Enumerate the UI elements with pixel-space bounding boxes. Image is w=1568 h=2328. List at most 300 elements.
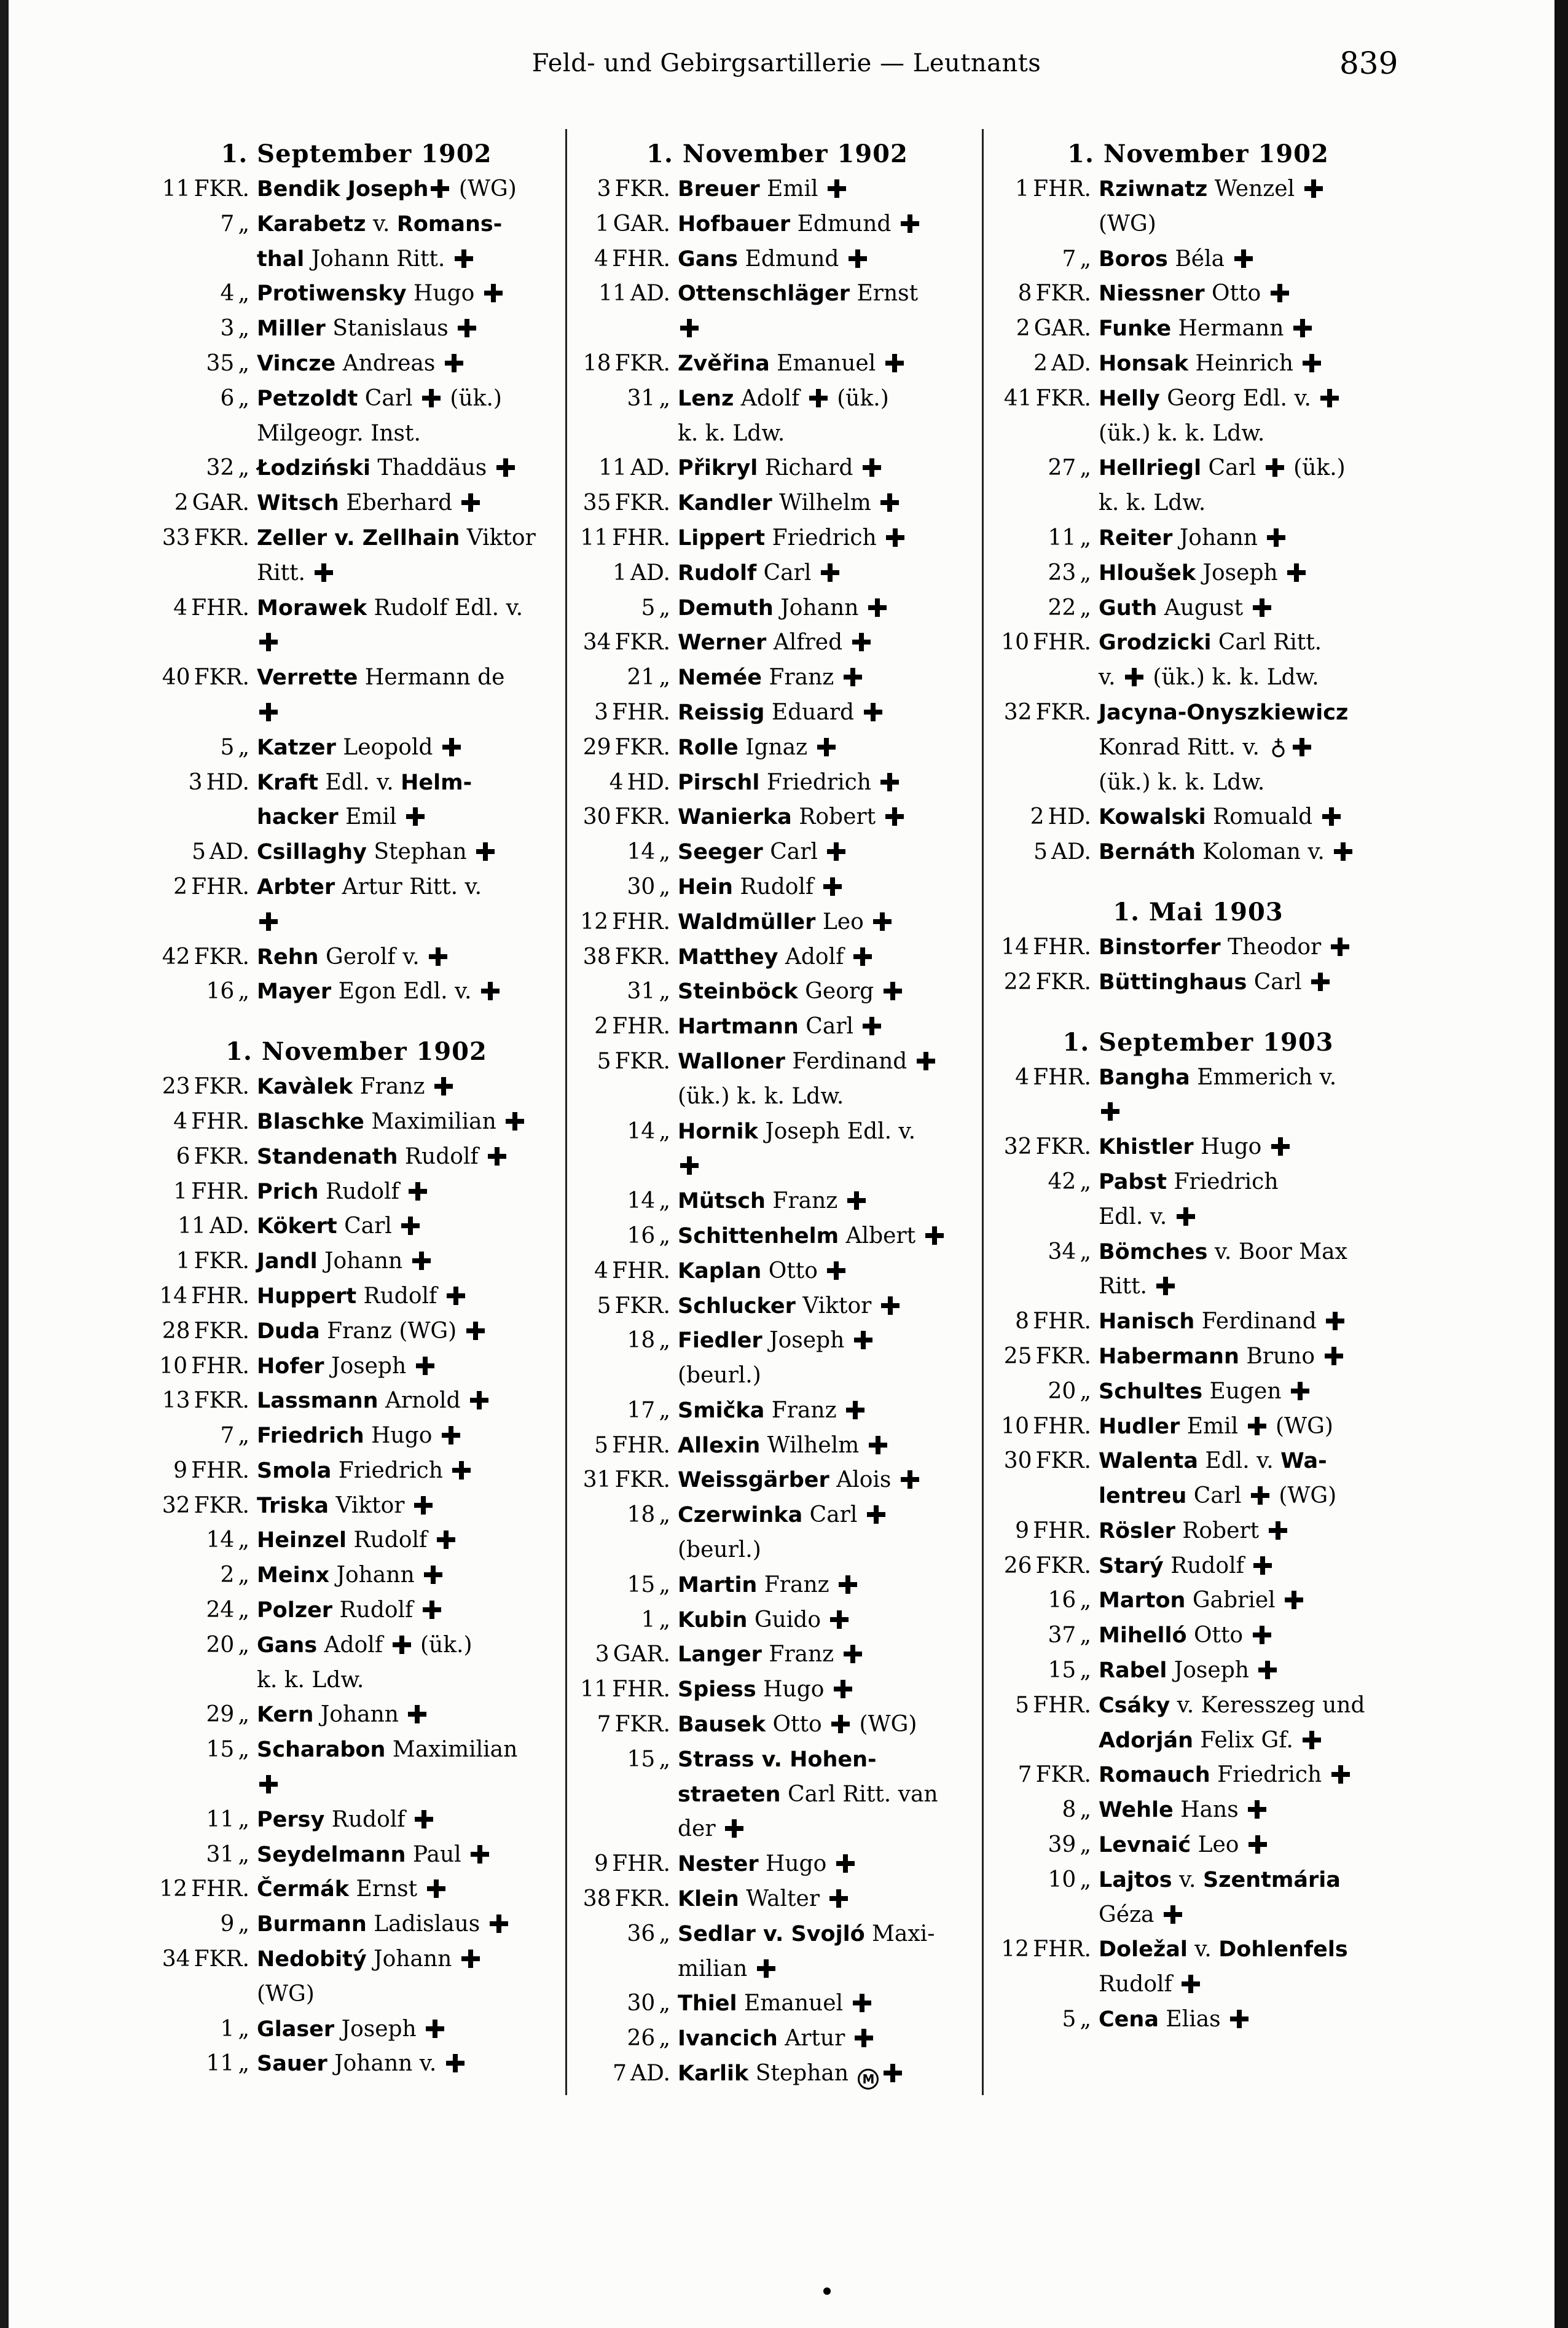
regiment-number: [147, 172, 257, 207]
regiment-no: 34: [162, 1946, 190, 1972]
regiment-no: 5: [597, 1293, 611, 1319]
unit-abbreviation: FKR.: [194, 525, 249, 551]
unit-abbreviation: FKR.: [194, 1492, 249, 1518]
entry-text: [678, 1289, 986, 1324]
entry-text: [257, 1977, 565, 2012]
entry-detail: Géza: [1099, 1902, 1161, 1927]
officer-surname: Levnaić: [1099, 1833, 1191, 1858]
military-merit-cross-icon: [1304, 179, 1323, 198]
regiment-number: [147, 2047, 257, 2082]
military-merit-cross-icon: [847, 1191, 866, 1210]
unit-abbreviation: FKR.: [1035, 1553, 1091, 1578]
roster-entry: [568, 207, 986, 242]
roster-entry: [147, 382, 565, 417]
regiment-number: [989, 1793, 1099, 1828]
regiment-number: [989, 696, 1099, 731]
regiment-number: [568, 1882, 678, 1917]
military-merit-cross-icon: [844, 668, 862, 686]
regiment-no: 34: [582, 630, 611, 656]
officer-surname: Kökert: [257, 1214, 337, 1239]
officer-surname: Mayer: [257, 979, 332, 1005]
entry-text: [257, 1558, 565, 1593]
regiment-number: [147, 1314, 257, 1349]
military-merit-cross-icon: [863, 1017, 881, 1035]
regiment-number: [989, 766, 1099, 801]
entry-text: [1099, 1269, 1407, 1304]
entry-text: [678, 625, 986, 660]
regiment-number: [568, 1603, 678, 1638]
entry-detail: Eugen: [1202, 1378, 1288, 1404]
roster-entry: [989, 1060, 1407, 1095]
regiment-number: [989, 1165, 1099, 1200]
entry-text: [1099, 696, 1407, 731]
unit-abbreviation: FKR.: [194, 1388, 249, 1414]
regiment-number: [147, 1454, 257, 1489]
roster-entry: [989, 242, 1407, 277]
regiment-no: 4: [594, 246, 609, 272]
officer-surname: Scharabon: [257, 1738, 386, 1763]
officer-surname: Ivancich: [678, 2026, 778, 2052]
roster-entry: [568, 591, 986, 626]
officer-surname: Kowalski: [1099, 805, 1206, 830]
entry-detail: Hermann: [1171, 316, 1291, 342]
unit-abbreviation: FHR.: [612, 909, 670, 935]
officer-surname: Prich: [257, 1179, 319, 1204]
unit-abbreviation: FHR.: [612, 1851, 670, 1877]
section-gap: [989, 870, 1407, 895]
officer-surname: Lassmann: [257, 1389, 378, 1414]
unit-abbreviation: AD.: [209, 1213, 249, 1239]
regiment-no: 15: [206, 1737, 235, 1763]
regiment-number: [147, 242, 257, 277]
regiment-no: 29: [206, 1702, 235, 1728]
military-merit-cross-icon: [854, 1331, 872, 1349]
regiment-no: 1: [176, 1248, 190, 1274]
military-merit-cross-icon: [1269, 1521, 1287, 1540]
regiment-no: 31: [627, 385, 656, 411]
roster-entry: [989, 556, 1407, 591]
regiment-number: [147, 2012, 257, 2047]
military-merit-cross-icon: [828, 179, 846, 198]
roster-entry: [147, 1384, 565, 1419]
entry-text: [678, 1707, 986, 1742]
military-merit-cross-icon: [476, 842, 495, 861]
entry-text: [678, 172, 986, 207]
regiment-number: [989, 1723, 1099, 1758]
roster-entry-continuation: [989, 1967, 1407, 2002]
officer-surname: Kubin: [678, 1607, 748, 1632]
regiment-number: [568, 1707, 678, 1742]
entry-text: [678, 242, 986, 277]
officer-surname: Duda: [257, 1319, 320, 1344]
officer-surname: Schultes: [1099, 1379, 1203, 1404]
regiment-number: [568, 276, 678, 312]
regiment-no: 7: [220, 211, 235, 237]
entry-detail: Georg Edl. v.: [1159, 385, 1319, 411]
military-merit-cross-icon: [1326, 1312, 1344, 1330]
section-date-heading: 1. November 1902: [1067, 139, 1329, 168]
military-merit-cross-icon: [873, 912, 892, 931]
roster-entry: [568, 276, 986, 312]
military-merit-cross-icon: [757, 1959, 775, 1978]
column-3: [989, 136, 1407, 2037]
regiment-no: 8: [1017, 281, 1032, 307]
entry-text: [678, 347, 986, 382]
regiment-no: 8: [1062, 1797, 1076, 1823]
entry-detail: Wilhelm: [760, 1432, 866, 1458]
officer-surname: Rziwnatz: [1099, 177, 1208, 202]
regiment-no: 30: [582, 804, 611, 830]
regiment-no: 26: [627, 2026, 656, 2052]
regiment-number: [147, 451, 257, 486]
military-merit-cross-icon: [488, 1147, 506, 1166]
roster-entry: [568, 1323, 986, 1358]
entry-text: [1099, 1444, 1407, 1479]
roster-entry: [568, 382, 986, 417]
roster-entry: [568, 556, 986, 591]
regiment-no: 7: [597, 1712, 611, 1738]
entry-detail: Joseph: [324, 1353, 414, 1379]
roster-entry: [147, 1175, 565, 1210]
roster-entry: [568, 486, 986, 521]
roster-entry-continuation: [568, 1149, 986, 1184]
section-date-heading: 1. Mai 1903: [1113, 897, 1284, 927]
regiment-number: [568, 451, 678, 486]
roster-entry-continuation: [147, 696, 565, 731]
roster-entry: [568, 1847, 986, 1882]
regiment-no: 9: [594, 1851, 609, 1877]
unit-abbreviation: FKR.: [194, 665, 249, 691]
roster-entry: [147, 1733, 565, 1768]
regiment-number: [989, 1304, 1099, 1339]
entry-detail: Maximilian: [364, 1108, 504, 1134]
roster-entry-continuation: [989, 660, 1407, 696]
unit-abbreviation: „: [1080, 595, 1091, 621]
regiment-no: 5: [1062, 2007, 1076, 2032]
regiment-no: 11: [162, 176, 190, 202]
entry-detail: Rudolf: [318, 1178, 407, 1204]
officer-surname: Werner: [678, 630, 767, 656]
regiment-no: 26: [1003, 1553, 1032, 1578]
entry-detail: Johann v.: [327, 2051, 444, 2077]
officer-surname: Szentmária: [1202, 1867, 1341, 1892]
regiment-no: 42: [162, 944, 190, 970]
unit-abbreviation: FHR.: [1033, 1692, 1091, 1718]
entry-detail: Emil: [1180, 1413, 1245, 1439]
regiment-number: [568, 660, 678, 696]
entry-text: [1099, 382, 1407, 417]
military-merit-cross-icon: [1271, 284, 1289, 302]
regiment-number: [568, 1742, 678, 1777]
entry-text: [257, 870, 565, 905]
regiment-number: [989, 1479, 1099, 1514]
regiment-no: 1: [1015, 176, 1030, 202]
entry-text: [257, 696, 565, 731]
entry-text: [678, 591, 986, 626]
entry-detail: (WG): [257, 1981, 315, 2007]
entry-detail: Joseph: [762, 1328, 852, 1354]
military-merit-cross-icon: [867, 1505, 885, 1524]
entry-detail: Egon Edl. v.: [331, 979, 479, 1005]
officer-surname: Reiter: [1099, 525, 1173, 551]
unit-abbreviation: „: [1080, 2007, 1091, 2032]
regiment-no: 4: [1015, 1064, 1030, 1090]
roster-entry: [989, 1828, 1407, 1863]
roster-entry: [989, 1758, 1407, 1793]
officer-surname: Friedrich: [257, 1424, 364, 1449]
roster-entry: [989, 1304, 1407, 1339]
officer-surname: Demuth: [678, 595, 774, 621]
officer-surname: Honsak: [1099, 351, 1188, 376]
military-merit-cross-icon: [1291, 1382, 1309, 1400]
entry-detail: Franz: [353, 1074, 432, 1100]
regiment-number: [568, 800, 678, 835]
entry-detail: Rudolf: [356, 1283, 444, 1309]
regiment-number: [147, 1140, 257, 1175]
military-merit-cross-icon: [880, 493, 899, 512]
unit-abbreviation: „: [238, 316, 249, 342]
unit-abbreviation: „: [238, 1423, 249, 1449]
unit-abbreviation: FKR.: [1035, 969, 1091, 995]
entry-text: [1099, 1130, 1407, 1165]
military-merit-cross-icon: [917, 1052, 935, 1070]
entry-detail: Johann: [329, 1562, 422, 1588]
military-merit-cross-icon: [496, 458, 515, 477]
roster-entry-continuation: [147, 625, 565, 660]
officer-surname: Nester: [678, 1852, 759, 1877]
military-merit-cross-icon: [393, 1636, 411, 1654]
military-merit-cross-icon: [839, 1575, 857, 1594]
regiment-number: [989, 242, 1099, 277]
entry-text: [257, 556, 565, 591]
regiment-number: [989, 1967, 1099, 2002]
regiment-number: [147, 347, 257, 382]
entry-text: [1099, 1479, 1407, 1514]
regiment-no: 28: [162, 1318, 190, 1344]
military-merit-cross-icon: [416, 1357, 434, 1375]
entry-detail: Andreas: [335, 350, 442, 376]
unit-abbreviation: FKR.: [614, 1048, 670, 1074]
military-merit-cross-icon: [434, 1077, 453, 1095]
regiment-number: [147, 1593, 257, 1628]
military-merit-cross-icon: [853, 1994, 871, 2012]
officer-surname: Pirschl: [678, 770, 760, 795]
entry-text: [1099, 1549, 1407, 1584]
regiment-number: [147, 1628, 257, 1663]
unit-abbreviation: FKR.: [614, 176, 670, 202]
regiment-number: [989, 1269, 1099, 1304]
unit-abbreviation: „: [1080, 1867, 1091, 1892]
roster-entry: [568, 1742, 986, 1777]
officer-surname: Kandler: [678, 491, 772, 516]
entry-text: [678, 870, 986, 905]
officer-surname: Romans-: [396, 211, 503, 237]
entry-detail: k. k. Ldw.: [257, 1667, 364, 1693]
section-date-heading: 1. September 1903: [1062, 1027, 1334, 1057]
officer-surname: Katzer: [257, 735, 336, 760]
roster-entry: [989, 1339, 1407, 1374]
officer-surname: Triska: [257, 1493, 329, 1518]
regiment-no: 11: [206, 2051, 235, 2077]
roster-entry: [989, 451, 1407, 486]
entry-text: [257, 1244, 565, 1279]
roster-entry: [147, 312, 565, 347]
section-date-heading: 1. November 1902: [646, 139, 908, 168]
roster-entry: [568, 1707, 986, 1742]
entry-text: [678, 1009, 986, 1044]
officer-surname: Sauer: [257, 2052, 327, 2077]
regiment-number: [147, 1489, 257, 1524]
military-merit-cross-icon: [925, 1226, 944, 1245]
regiment-no: 32: [162, 1492, 190, 1518]
military-merit-cross-icon: [855, 2029, 873, 2047]
entry-text: [678, 1393, 986, 1429]
officer-surname: Funke: [1099, 316, 1172, 342]
regiment-number: [147, 1663, 257, 1698]
entry-text: [678, 1742, 986, 1777]
officer-surname: Wa-: [1280, 1449, 1327, 1474]
officer-surname: Rehn: [257, 944, 319, 970]
roster-entry: [147, 1419, 565, 1454]
entry-text: [678, 660, 986, 696]
entry-text: [678, 2021, 986, 2056]
entry-detail: v.: [1187, 1937, 1219, 1962]
entry-text: [1099, 1618, 1407, 1653]
military-merit-cross-icon: [429, 947, 447, 966]
entry-text: [257, 417, 565, 452]
entry-text: [257, 1175, 565, 1210]
regiment-number: [989, 1828, 1099, 1863]
entry-text: [1099, 1793, 1407, 1828]
roster-entry: [147, 835, 565, 870]
military-merit-cross-icon: [1251, 1486, 1269, 1505]
military-merit-cross-icon: [680, 319, 699, 337]
roster-entry-continuation: [989, 1479, 1407, 1514]
entry-detail: (WG): [1271, 1483, 1337, 1509]
roster-entry-continuation: [147, 556, 565, 591]
officer-surname: Allexin: [678, 1433, 761, 1458]
regiment-no: 7: [220, 1423, 235, 1449]
regiment-no: 5: [220, 734, 235, 760]
unit-abbreviation: FHR.: [612, 699, 670, 725]
entry-detail: Maxi-: [864, 1921, 935, 1946]
officer-surname: Miller: [257, 316, 326, 342]
regiment-number: [568, 731, 678, 766]
regiment-no: 1: [220, 2016, 235, 2042]
regiment-number: [989, 1514, 1099, 1549]
entry-text: [678, 1080, 986, 1115]
entry-detail: Georg: [798, 979, 881, 1005]
regiment-no: 30: [627, 874, 656, 899]
officer-surname: Boros: [1099, 246, 1168, 272]
entry-detail: Alois: [829, 1467, 898, 1493]
roster-entry: [568, 347, 986, 382]
entry-text: [1099, 1235, 1407, 1270]
unit-abbreviation: GAR.: [613, 211, 670, 237]
military-merit-cross-icon: [884, 982, 902, 1000]
entry-text: [678, 1044, 986, 1080]
unit-abbreviation: „: [659, 1118, 670, 1144]
entry-text: [678, 276, 986, 312]
regiment-number: [568, 1637, 678, 1672]
regiment-number: [147, 417, 257, 452]
roster-entry-continuation: [568, 1080, 986, 1115]
page-left-edge: [0, 0, 9, 2328]
military-merit-cross-icon: [458, 319, 476, 337]
regiment-no: 14: [159, 1283, 188, 1309]
roster-entry-continuation: [989, 417, 1407, 452]
unit-abbreviation: „: [1080, 246, 1091, 272]
entry-detail: Carl: [358, 385, 420, 411]
military-merit-cross-icon: [1101, 1102, 1119, 1121]
officer-surname: Seeger: [678, 840, 763, 865]
roster-entry: [147, 1070, 565, 1105]
roster-entry-continuation: [989, 1723, 1407, 1758]
section-date-heading: 1. November 1902: [225, 1037, 487, 1067]
entry-detail: Edl. v.: [1099, 1204, 1174, 1229]
officer-surname: Jandl: [257, 1249, 318, 1274]
roster-entry: [989, 1235, 1407, 1270]
entry-detail: (beurl.): [678, 1537, 761, 1563]
officer-surname: Rabel: [1099, 1658, 1167, 1683]
roster-entry: [989, 1583, 1407, 1618]
entry-detail: Ladislaus: [366, 1911, 487, 1937]
military-merit-cross-icon: [490, 1915, 508, 1933]
entry-detail: Robert: [791, 804, 883, 830]
unit-abbreviation: „: [659, 1502, 670, 1528]
roster-entry: [568, 1393, 986, 1429]
regiment-number: [568, 1393, 678, 1429]
military-merit-cross-icon: [442, 1426, 460, 1444]
regiment-number: [568, 1358, 678, 1393]
entry-detail: Emmerich v.: [1190, 1064, 1337, 1090]
regiment-number: [147, 766, 257, 801]
officer-surname: Ottenschläger: [678, 281, 850, 307]
entry-detail: Artur Ritt. v.: [335, 874, 482, 899]
regiment-number: [147, 1768, 257, 1803]
entry-text: [257, 276, 565, 312]
entry-detail: Milgeogr. Inst.: [257, 420, 421, 446]
officer-surname: Gans: [257, 1632, 318, 1658]
entry-text: [1099, 2002, 1407, 2037]
military-merit-cross-icon: [422, 389, 441, 407]
regiment-number: [568, 1080, 678, 1115]
roster-entry: [568, 1463, 986, 1498]
military-merit-cross-icon: [1177, 1207, 1195, 1226]
roster-entry: [147, 974, 565, 1009]
roster-entry: [568, 800, 986, 835]
officer-surname: Heinzel: [257, 1528, 347, 1553]
military-merit-cross-icon: [1182, 1975, 1200, 1993]
roster-entry: [989, 625, 1407, 660]
regiment-number: [568, 2021, 678, 2056]
entry-detail: (ük.): [442, 385, 502, 411]
regiment-no: 2: [220, 1562, 235, 1588]
roster-entry: [568, 905, 986, 940]
roster-entry: [147, 2047, 565, 2082]
regiment-number: [568, 1149, 678, 1184]
entry-detail: Walter: [739, 1886, 827, 1912]
unit-abbreviation: FKR.: [614, 734, 670, 760]
unit-abbreviation: FKR.: [614, 804, 670, 830]
entry-text: [1099, 312, 1407, 347]
military-merit-cross-icon: [461, 493, 480, 512]
page-right-edge: [1554, 0, 1568, 2328]
entry-text: [257, 451, 565, 486]
regiment-number: [568, 1044, 678, 1080]
military-merit-cross-icon: [1311, 973, 1330, 991]
regiment-number: [147, 1209, 257, 1244]
